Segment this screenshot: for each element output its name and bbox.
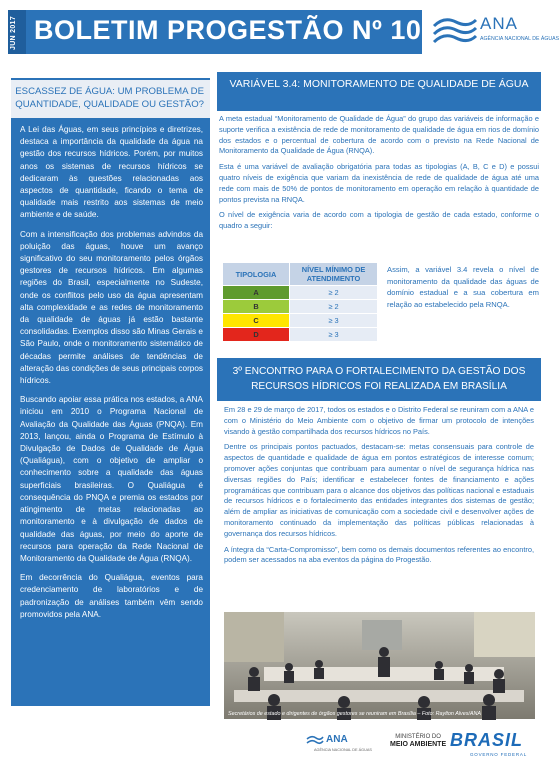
issue-date: JUN 2017 — [10, 16, 17, 50]
table-row — [223, 328, 378, 342]
table-row — [223, 314, 378, 328]
ministry-line2: MEIO AMBIENTE — [390, 741, 447, 748]
section1-heading: VARIÁVEL 3.4: MONITORAMENTO DE QUALIDADE DE ÁGUA — [229, 78, 529, 90]
nivel-cell: ≥ 3 — [290, 328, 378, 342]
logo-subtitle: AGÊNCIA NACIONAL DE ÁGUAS — [480, 36, 559, 42]
table-row — [223, 286, 378, 300]
table-header-tipologia: TIPOLOGIA — [223, 263, 290, 286]
footer-logos — [300, 728, 545, 764]
meeting-photo-image — [224, 612, 535, 719]
footer-ana-subtitle: AGÊNCIA NACIONAL DE ÁGUAS — [314, 748, 372, 752]
section1-paragraph: Esta é uma variável de avaliação obrigatória para todas as tipologias (A, B, C e D) e possui quatro níveis de exigência que variam da inexistência de rede de qualidade de água até uma rede com mais de 50% de pontos de monitoramento em operação em relação à quantidade de pontos prevista na RNQA. — [219, 162, 539, 204]
section2-paragraph: Dentre os principais pontos pactuados, destacam-se: metas consensuais para controle de aspectos de quantidade e qualidade de água em pontos estratégicos de interesse comum; promover ações conjuntas que contribuam para aumentar o nível de segurança hídrica nas diversas regiões do País; identificar e estabelecer fontes de financiamento e ações programáticas que contribuam para o alcance dos objetivos das políticas nacional e estaduais de recursos hídricos e o fortalecimento das entidades integrantes dos sistemas de gestão; além de ampliar as iniciativas de comunicação com a sociedade civil e desenvolver ações de monitoramento continuado da implementação das políticas públicas relacionadas à governança dos recursos hídricos. — [224, 442, 534, 538]
section1-paragraph: A meta estadual “Monitoramento de Qualidade de Água” do grupo das variáveis de informação e suporte verifica a existência de rede de monitoramento de qualidade de água em rios de domínio dos estados e o percentual de cobertura de acordo com o previsto na Rede Nacional de Monitoramento da Qualidade de Água (RNQA). — [219, 114, 539, 156]
section1-text — [219, 114, 539, 237]
nivel-cell: ≥ 2 — [290, 286, 378, 300]
ana-footer-wave-icon — [306, 734, 324, 748]
section2-paragraph: A íntegra da “Carta-Compromisso”, bem como os demais documentos referentes ao encontro, podem ser acessados na aba eventos da página do Progestão. — [224, 544, 534, 565]
tipologia-cell: B — [223, 300, 290, 314]
left-paragraph: Buscando apoiar essa prática nos estados, a ANA iniciou em 2010 o Programa Nacional de Avaliação da Qualidade das Águas (PNQA). Em 2013, lançou, ainda o Programa de Estímulo à Divulgação de Dados de Qualidade de Água (Qualiágua), com o objetivo de ampliar o conhecimento sobre a qualidade das águas superficiais brasileiras. O Qualiágua é consequência do PNQA e premia os estados por atingimento de metas relacionadas ao monitoramento e à divulgação de dados de qualidade das águas, por meio do aporte de recursos para operação da Rede Nacional de Monitoramento da Qualidade de Água (RNQA). — [20, 395, 203, 563]
tipologia-cell: A — [223, 286, 290, 300]
section2-text — [224, 405, 534, 571]
ministry-line1: MINISTÉRIO DO — [395, 734, 441, 740]
left-paragraph: Em decorrência do Qualiágua, eventos para credenciamento de laboratórios e de padronização de análises também vêm sendo promovidos pela ANA. — [20, 573, 203, 619]
section2-paragraph: Em 28 e 29 de março de 2017, todos os estados e o Distrito Federal se reuniram com a ANA e com o Ministério do Meio Ambiente com o objetivo de firmar um protocolo de intenções visando à gestão compartilhada dos recursos hídricos no País. — [224, 405, 534, 436]
tipologia-cell: D — [223, 328, 290, 342]
meeting-photo — [224, 612, 535, 719]
tipologia-table — [222, 262, 378, 342]
left-paragraph: Com a intensificação dos problemas advindos da poluição das águas, houve um avanço significativo do seu monitoramento pelos órgãos gestores de recursos hídricos. Em algumas regiões do Brasil, especialmente no Sudeste, onde os conflitos pelo uso da água apresentam alta complexidade e as redes de monitoramento da qualidade de águas já estão bastante consolidadas. Exemplos disso são Minas Gerais e São Paulo, onde o monitoramento sistemático de décadas permite análises de tendências de alteração das condições de seus principais corpos hídricos. — [20, 229, 203, 386]
table-row — [223, 300, 378, 314]
logo-name: ANA — [480, 14, 518, 33]
nivel-cell: ≥ 3 — [290, 314, 378, 328]
footer-brasil: BRASIL — [450, 730, 523, 750]
bulletin-title: BOLETIM PROGESTÃO Nº 10 — [34, 15, 422, 45]
footer-ana-name: ANA — [326, 734, 348, 745]
footer-brasil-subtitle: GOVERNO FEDERAL — [470, 752, 528, 757]
section2-heading-box — [217, 358, 541, 401]
section1-paragraph: O nível de exigência varia de acordo com a tipologia de gestão de cada estado, conforme o quadro a seguir: — [219, 210, 539, 231]
left-article — [11, 118, 210, 706]
footer-ministry — [390, 734, 446, 749]
photo-caption: Secretários de estado e dirigentes de órgãos gestores se reuniram em Brasília – Foto: Raylton Alves/ANA — [228, 711, 481, 717]
nivel-cell: ≥ 2 — [290, 300, 378, 314]
left-paragraph: A Lei das Águas, em seus princípios e diretrizes, destaca a importância da qualidade da água na gestão dos recursos hídricos. Porém, por muitos anos os sistemas de recursos hídricos se dedicaram às questões relacionadas aos aspectos de quantidade, ficando o tema de qualidade mais restrito aos sistemas de meio ambiente e de saúde. — [20, 125, 203, 220]
section2-heading: 3º ENCONTRO PARA O FORTALECIMENTO DA GESTÃO DOS RECURSOS HÍDRICOS FOI REALIZADA EM BRASÍLIA — [232, 366, 526, 392]
ana-logo — [430, 12, 559, 58]
tipologia-cell: C — [223, 314, 290, 328]
section1-side-text: Assim, a variável 3.4 revela o nível de monitoramento da qualidade das águas de domínio estadual e a sua cobertura em relação ao estabelecido pela RNQA. — [387, 265, 539, 309]
table-header-nivel: NÍVEL MÍNIMO DE ATENDIMENTO — [290, 263, 378, 286]
left-heading-box — [11, 78, 210, 120]
issue-date-strip — [8, 10, 26, 54]
left-heading: ESCASSEZ DE ÁGUA: UM PROBLEMA DE QUANTIDADE, QUALIDADE OU GESTÃO? — [15, 86, 204, 110]
section1-heading-box — [217, 72, 541, 111]
header-bar — [8, 10, 422, 54]
ana-wave-icon — [432, 12, 478, 48]
